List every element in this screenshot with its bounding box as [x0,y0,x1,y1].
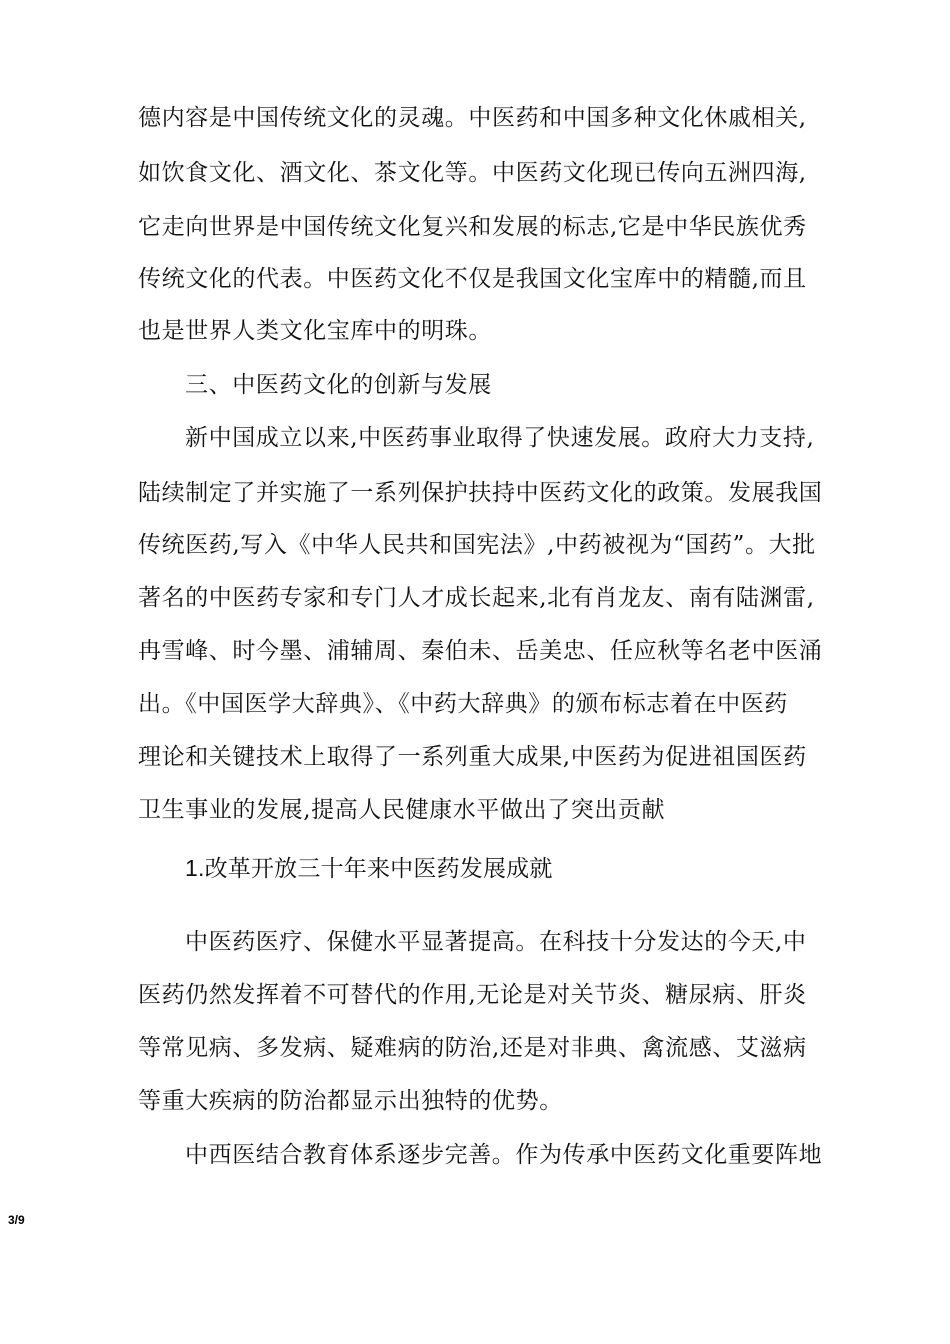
text-line: 著名的中医药专家和专门人才成长起来,北有肖龙友、南有陆渊雷, [138,585,815,611]
text-line: 传统医药,写入《中华人民共和国宪法》,中药被视为“国药”。大批 [138,532,816,558]
text-line: 卫生事业的发展,提高人民健康水平做出了突出贡献 [138,797,666,823]
text-line: 冉雪峰、时今墨、浦辅周、秦伯未、岳美忠、任应秋等名老中医涌 [138,638,823,664]
text-line: 也是世界人类文化宝库中的明珠。 [138,318,492,344]
text-line: 理论和关键技术上取得了一系列重大成果,中医药为促进祖国医药 [138,744,807,770]
section-heading: 三、中医药文化的创新与发展 [185,372,492,398]
text-line: 中西医结合教育体系逐步完善。作为传承中医药文化重要阵地 [185,1142,823,1168]
text-line: 德内容是中国传统文化的灵魂。中医药和中国多种文化休戚相关, [138,105,807,131]
subsection-heading: 1.改革开放三十年来中医药发展成就 [185,855,553,881]
text-line: 它走向世界是中国传统文化复兴和发展的标志,它是中华民族优秀 [138,214,807,240]
text-line: 新中国成立以来,中医药事业取得了快速发展。政府大力支持, [185,425,815,451]
text-line: 等常见病、多发病、疑难病的防治,还是对非典、禽流感、艾滋病 [138,1035,807,1061]
text-line: 陆续制定了并实施了一系列保护扶持中医药文化的政策。发展我国 [138,480,823,506]
page-number: 3/9 [8,1213,25,1227]
text-line: 等重大疾病的防治都显示出独特的优势。 [138,1088,563,1114]
text-line: 出。《中国医学大辞典》、《中药大辞典》的颁布标志着在中医药 [138,691,788,717]
text-line: 中医药医疗、保健水平显著提高。在科技十分发达的今天,中 [185,929,807,955]
text-line: 传统文化的代表。中医药文化不仅是我国文化宝库中的精髓,而且 [138,266,807,292]
text-line: 医药仍然发挥着不可替代的作用,无论是对关节炎、糖尿病、肝炎 [138,982,807,1008]
text-line: 如饮食文化、酒文化、茶文化等。中医药文化现已传向五洲四海, [138,160,807,186]
